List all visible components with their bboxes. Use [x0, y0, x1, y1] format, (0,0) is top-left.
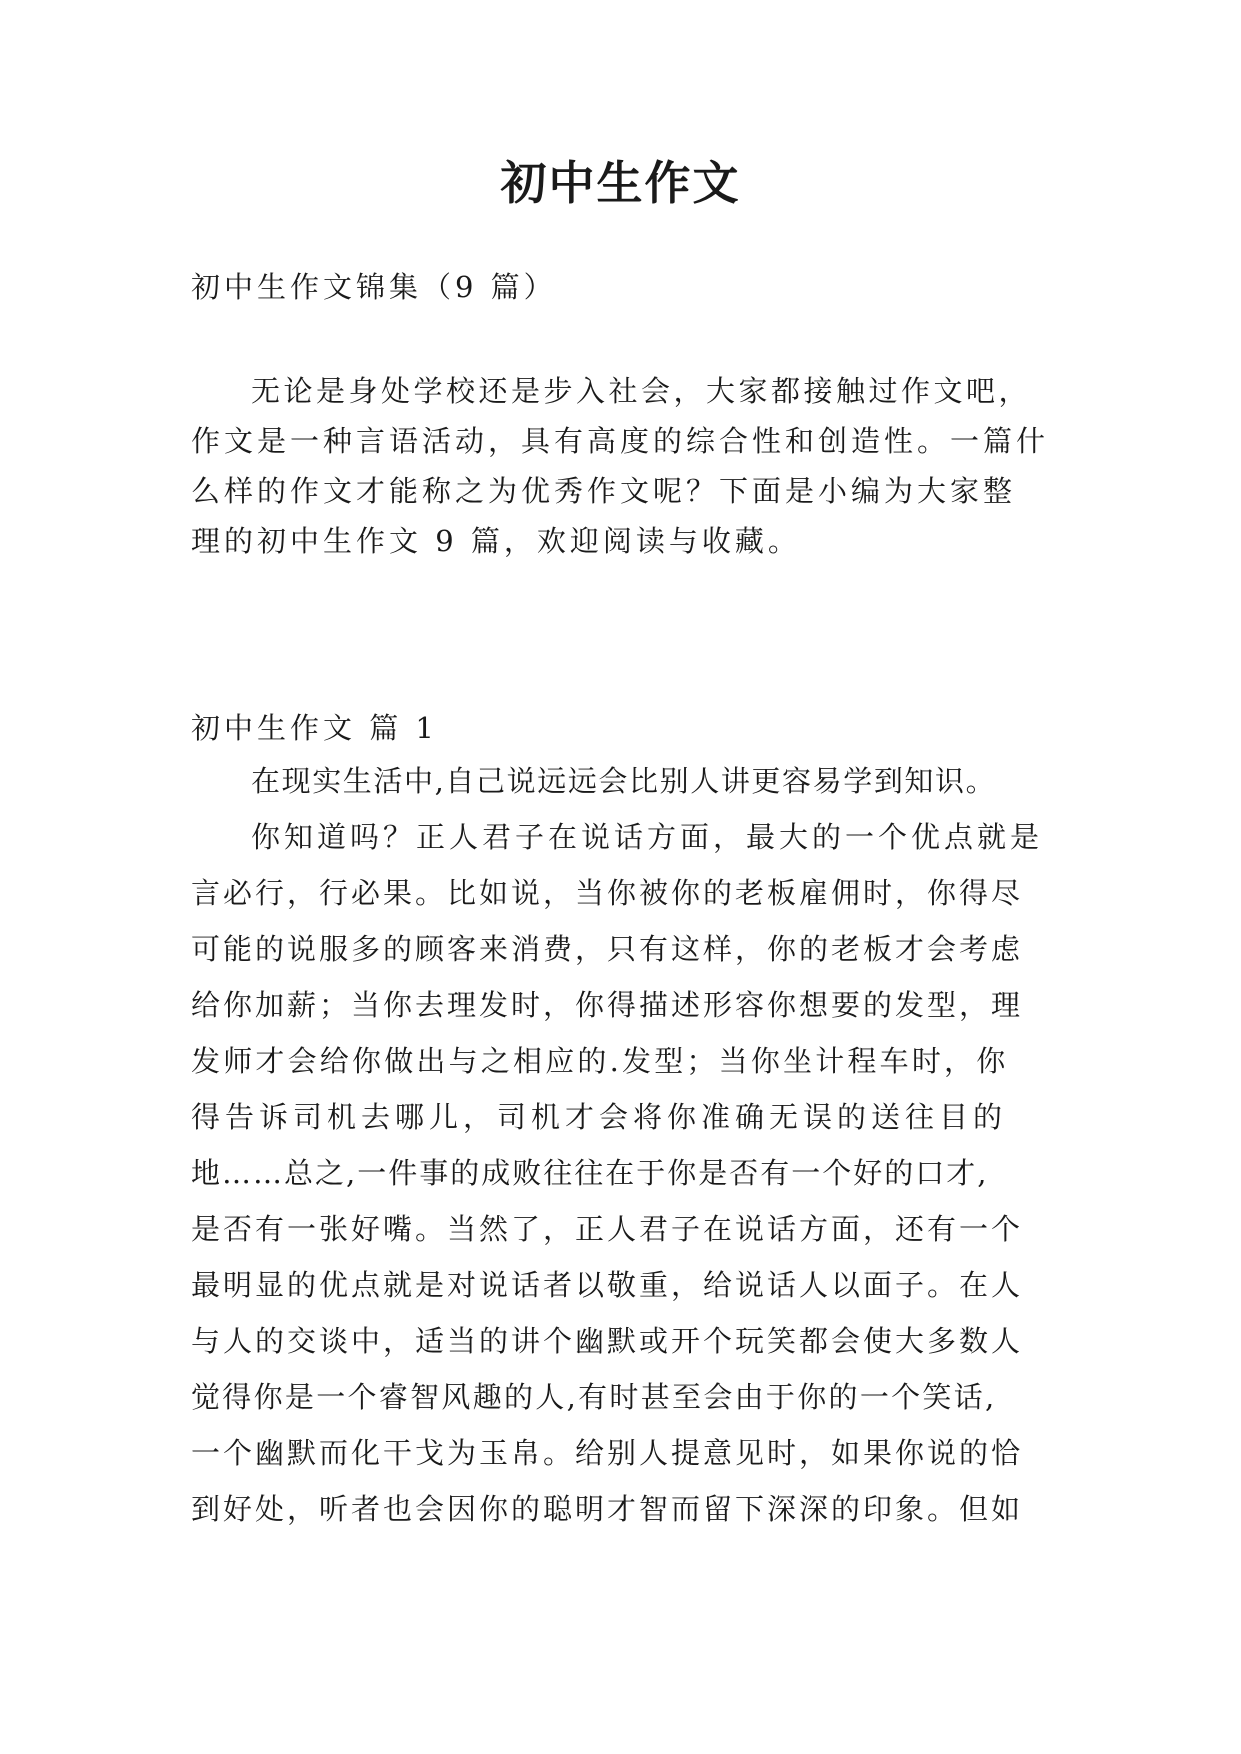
body-line: 得告诉司机去哪儿，司机才会将你准确无误的送往目的	[191, 1100, 1008, 1134]
body-line: 给你加薪；当你去理发时，你得描述形容你想要的发型，理	[191, 988, 1024, 1022]
intro-line: 无论是身处学校还是步入社会，大家都接触过作文吧，	[251, 374, 1032, 408]
page-title: 初中生作文	[500, 156, 741, 210]
body-line: 言必行，行必果。比如说，当你被你的老板雇佣时，你得尽	[191, 876, 1024, 910]
body-line: 最明显的优点就是对说话者以敬重，给说话人以面子。在人	[191, 1268, 1024, 1302]
collection-subtitle: 初中生作文锦集（9 篇）	[191, 270, 557, 304]
body-line: 可能的说服多的顾客来消费，只有这样，你的老板才会考虑	[191, 932, 1024, 966]
intro-line: 理的初中生作文 9 篇，欢迎阅读与收藏。	[191, 524, 801, 558]
intro-line: 么样的作文才能称之为优秀作文呢？下面是小编为大家整	[191, 474, 1017, 508]
body-line: 地……总之,一件事的成败往往在于你是否有一个好的口才,	[191, 1156, 989, 1190]
body-line: 到好处，听者也会因你的聪明才智而留下深深的印象。但如	[191, 1492, 1024, 1526]
body-line: 一个幽默而化干戈为玉帛。给别人提意见时，如果你说的恰	[191, 1436, 1024, 1470]
intro-line: 作文是一种言语活动，具有高度的综合性和创造性。一篇什	[191, 424, 1050, 458]
body-line: 发师才会给你做出与之相应的.发型；当你坐计程车时，你	[191, 1044, 1009, 1078]
body-line: 与人的交谈中，适当的讲个幽默或开个玩笑都会使大多数人	[191, 1324, 1024, 1358]
section-heading: 初中生作文 篇 1	[191, 711, 438, 745]
body-line: 觉得你是一个睿智风趣的人,有时甚至会由于你的一个笑话,	[191, 1380, 997, 1414]
body-line: 在现实生活中,自己说远远会比别人讲更容易学到知识。	[251, 764, 997, 798]
body-line: 是否有一张好嘴。当然了，正人君子在说话方面，还有一个	[191, 1212, 1024, 1246]
body-line: 你知道吗？正人君子在说话方面，最大的一个优点就是	[251, 820, 1044, 854]
